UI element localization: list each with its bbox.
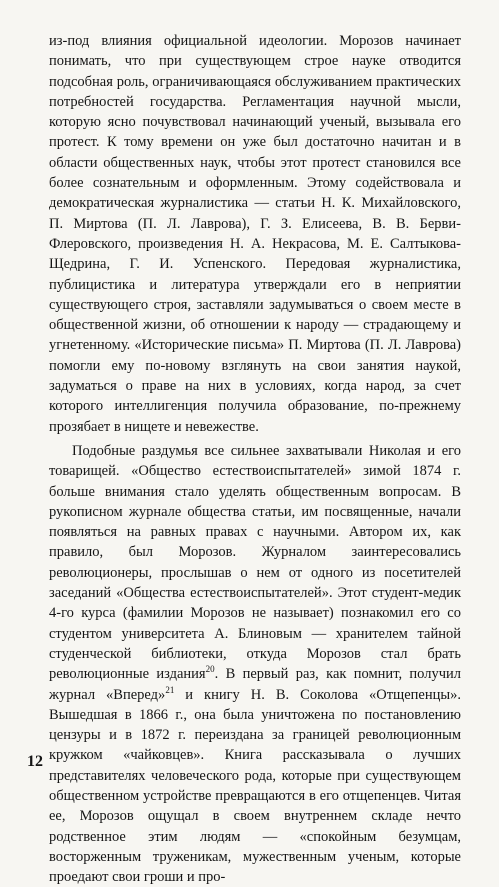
paragraph (49, 31, 461, 437)
page-number: 12 (27, 753, 43, 770)
text-run: . В первый раз, как помнит, получил журнал «Вперед» (49, 666, 461, 703)
footnote-ref: 21 (165, 684, 175, 695)
footnote-ref: 20 (205, 664, 215, 675)
paragraph (49, 441, 461, 887)
text-run: и книгу Н. В. Соколова «Отщепенцы». Вышедшая в 1866 г., она была уничтожена по постановлению цензуры и в 1872 г. переиздана за границей революционным кружком «чайковцев». Книга рассказывала о лучших представителях человеческого рода, которые при существующем общественном устройстве превращаются в его отщепенцев. Читая ее, Морозов ощущал в своем внутреннем складе нечто родственное этим людям — «спокойным безумцам, восторженным труженикам, мужественным ученым, которые проедают свои гроши и про- (49, 686, 461, 886)
body-text (49, 31, 461, 887)
text-run: из-под влияния официальной идеологии. Морозов начинает понимать, что при существующем строе науке отводится подсобная роль, ограничивающаяся обслуживанием практических потребностей государства. Регламентация научной мысли, которую ясно почувствовал начинающий ученый, вызывала его протест. К тому времени он уже был достаточно начитан и в области общественных наук, чтобы этот протест становился все более сознательным и оформленным. Этому содействовала и демократическая журналистика — статьи Н. К. Михайловского, П. Миртова (П. Л. Лаврова), Г. З. Елисеева, В. В. Берви-Флеровского, произведения Н. А. Некрасова, М. Е. Салтыкова-Щедрина, Г. И. Успенского. Передовая журналистика, публицистика и литература утверждали его в неприятии существующего строя, заставляли задумываться о своем месте в общественной жизни, об отношении к народу — страдающему и угнетенному. «Исторические письма» П. Миртова (П. Л. Лаврова) помогли ему по-новому взглянуть на свои занятия наукой, задуматься о праве на них в условиях, когда народ, за счет которого интеллигенция получила образование, по-прежнему прозябает в нищете и невежестве. (49, 33, 461, 435)
text-run: Подобные раздумья все сильнее захватывали Николая и его товарищей. «Общество естествоиспытателей» зимой 1874 г. больше внимания стало уделять общественным вопросам. В рукописном журнале общества статьи, им посвященные, начали появляться на равных правах с научными. Автором их, как правило, был Морозов. Журналом заинтересовались революционеры, прослышав о нем от одного из посетителей заседаний «Общества естествоиспытателей». Этот студент-медик 4-го курса (фамилии Морозов не называет) познакомил его со студентом университета А. Блиновым — хранителем тайной студенческой библиотеки, откуда Морозов стал брать революционные издания (49, 442, 461, 683)
